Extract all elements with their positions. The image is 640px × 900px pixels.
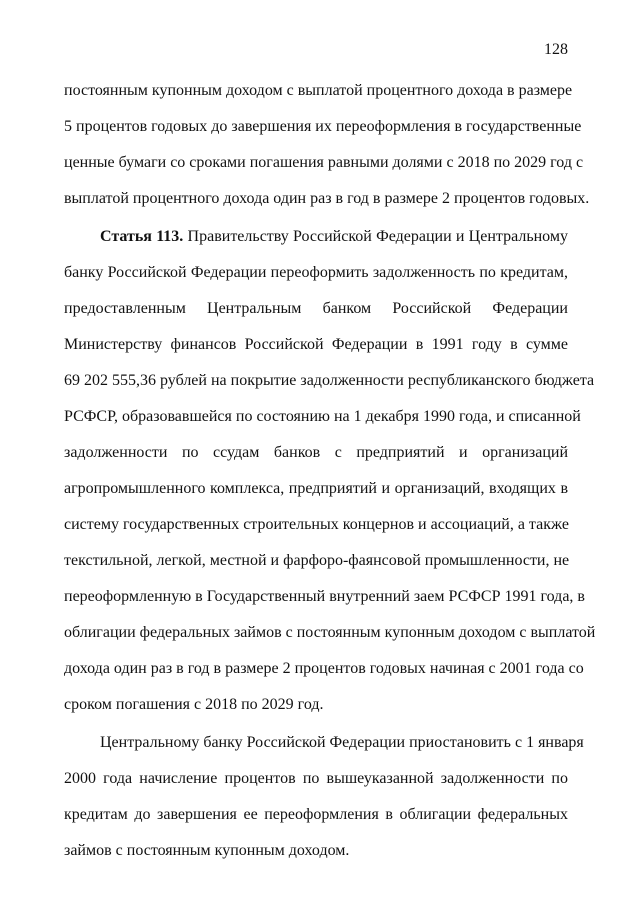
text-line: Центральному банку Российской Федерации приостановить с 1 января <box>100 734 584 751</box>
text-line: выплатой процентного дохода один раз в год в размере 2 процентов годовых. <box>64 190 590 207</box>
text-line: постоянным купонным доходом с выплатой процентного дохода в размере <box>64 82 573 99</box>
text-line: РСФСР, образовавшейся по состоянию на 1 декабря 1990 года, и списанной <box>64 408 581 425</box>
text-line: Министерству финансов Российской Федерации в 1991 году в сумме <box>64 336 568 353</box>
text-line: 5 процентов годовых до завершения их переоформления в государственные <box>64 118 582 135</box>
text-line: 69 202 555,36 рублей на покрытие задолженности республиканского бюджета <box>64 372 595 389</box>
text-line: переоформленную в Государственный внутренний заем РСФСР 1991 года, в <box>64 588 585 605</box>
text-line: агропромышленного комплекса, предприятий и организаций, входящих в <box>64 480 568 497</box>
text-line <box>100 227 568 247</box>
article-heading-text: Правительству Российской Федерации и Центральному <box>183 228 568 245</box>
page-number: 128 <box>544 41 568 58</box>
text-line: сроком погашения с 2018 по 2029 год. <box>64 696 324 713</box>
text-line: облигации федеральных займов с постоянным купонным доходом с выплатой <box>64 624 596 641</box>
text-line: займов с постоянным купонным доходом. <box>64 842 350 859</box>
text-line: кредитам до завершения ее переоформления в облигации федеральных <box>64 806 568 823</box>
text-line: текстильной, легкой, местной и фарфоро-фаянсовой промышленности, не <box>64 552 570 569</box>
text-line: ценные бумаги со сроками погашения равными долями с 2018 по 2029 год с <box>64 154 584 171</box>
text-line: 2000 года начисление процентов по вышеуказанной задолженности по <box>64 770 568 787</box>
text-line: задолженности по ссудам банков с предприятий и организаций <box>64 444 568 461</box>
text-line: банку Российской Федерации переоформить задолженность по кредитам, <box>64 264 568 281</box>
text-line: дохода один раз в год в размере 2 процентов годовых начиная с 2001 года со <box>64 660 584 677</box>
article-label: Статья 113. <box>100 228 184 245</box>
text-line: систему государственных строительных концернов и ассоциаций, а также <box>64 516 569 533</box>
text-line: предоставленным Центральным банком Российской Федерации <box>64 300 568 317</box>
